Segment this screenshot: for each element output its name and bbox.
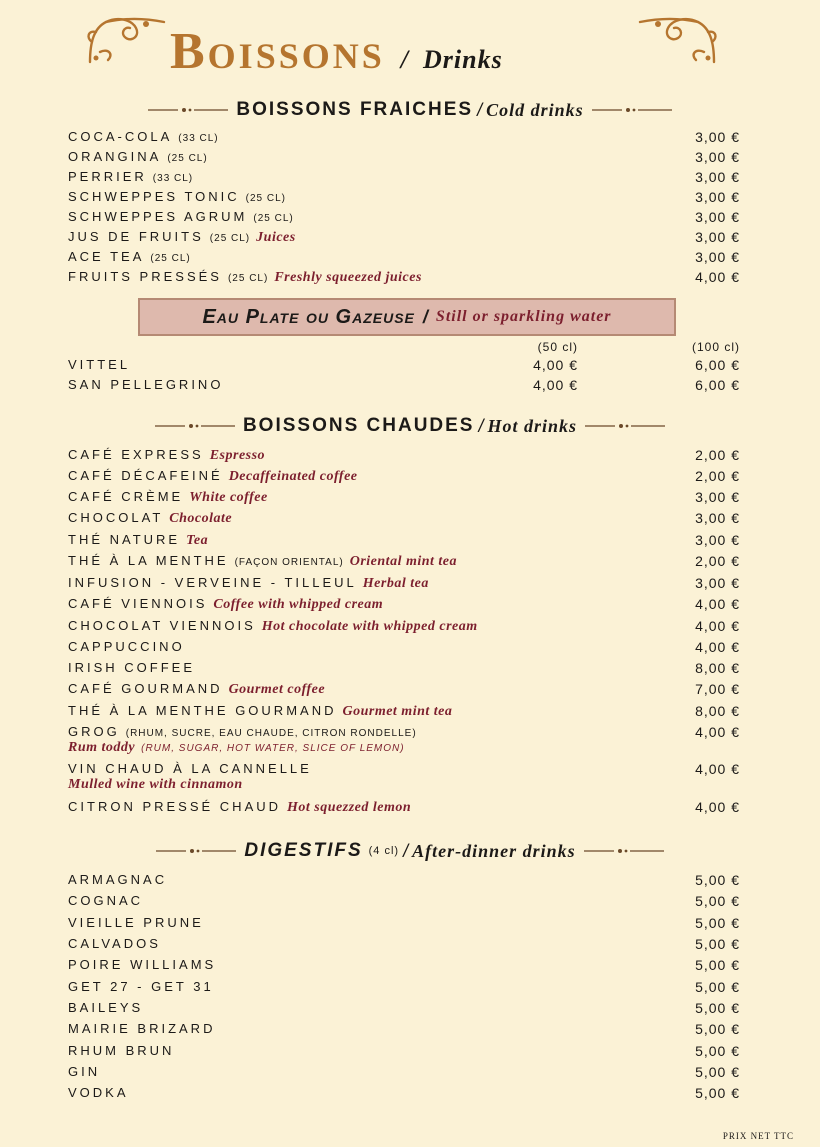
menu-item — [68, 532, 740, 552]
menu-item — [68, 1064, 740, 1084]
item-price: 5,00 € — [695, 915, 740, 931]
item-volume: (33 CL) — [178, 133, 219, 144]
item-price: 8,00 € — [695, 703, 740, 719]
item-name: VIN CHAUD À LA CANNELLE — [68, 761, 312, 776]
item-english: Coffee with whipped cream — [213, 597, 384, 612]
item-price: 5,00 € — [695, 893, 740, 909]
menu-item — [68, 596, 740, 616]
menu-item — [68, 249, 740, 269]
menu-item — [68, 893, 740, 913]
item-name: IRISH COFFEE — [68, 660, 196, 675]
item-price: 5,00 € — [695, 936, 740, 952]
item-volume: (25 CL) — [209, 233, 251, 244]
water-heading-fr: Eau Plate ou Gazeuse — [202, 305, 415, 328]
item-price: 3,00 € — [695, 532, 740, 548]
menu-item — [68, 229, 740, 249]
item-volume: (33 CL) — [152, 173, 194, 184]
menu-item — [68, 618, 740, 638]
item-name: CHOCOLAT VIENNOIS — [68, 618, 256, 633]
item-price: 5,00 € — [695, 1085, 740, 1101]
item-name: CAFÉ GOURMAND — [68, 681, 223, 696]
digestifs-heading-fr: DIGESTIFS — [244, 840, 363, 861]
item-name: RHUM BRUN — [68, 1043, 175, 1058]
section-heading-digestifs — [0, 838, 820, 864]
item-name: POIRE WILLIAMS — [68, 957, 217, 972]
flourish-right-icon — [584, 846, 664, 856]
item-price: 3,00 € — [695, 209, 740, 225]
item-volume: (25 CL) — [253, 213, 294, 224]
item-price-small: 4,00 € — [533, 357, 578, 373]
item-english: Tea — [186, 533, 209, 548]
item-english: Gourmet mint tea — [342, 704, 453, 719]
item-name: VODKA — [68, 1085, 129, 1100]
item-price: 5,00 € — [695, 979, 740, 995]
heading-separator: / — [477, 99, 483, 120]
item-volume: (RHUM, SUCRE, EAU CHAUDE, CITRON RONDELLE) — [125, 728, 417, 739]
item-name: CAPPUCCINO — [68, 639, 185, 654]
item-english: Freshly squeezed juices — [274, 270, 422, 285]
menu-item — [68, 872, 740, 892]
menu-item — [68, 936, 740, 956]
menu-item — [68, 1085, 740, 1105]
menu-item — [68, 553, 740, 573]
heading-separator: / — [478, 415, 484, 436]
item-name: SAN PELLEGRINO — [68, 377, 224, 392]
item-price: 5,00 € — [695, 1021, 740, 1037]
menu-item — [68, 189, 740, 209]
heading-separator: / — [422, 306, 428, 327]
item-name: GIN — [68, 1064, 101, 1079]
menu-item — [68, 269, 740, 289]
item-price: 3,00 € — [695, 129, 740, 145]
item-name: MAIRIE BRIZARD — [68, 1021, 216, 1036]
item-price: 4,00 € — [695, 799, 740, 815]
water-heading-en: Still or sparkling water — [435, 308, 612, 325]
flourish-left-icon — [148, 105, 228, 115]
menu-item — [68, 209, 740, 229]
item-name: COCA-COLA — [68, 129, 173, 144]
item-name: CAFÉ DÉCAFEINÉ — [68, 468, 223, 483]
item-name: CAFÉ CRÈME — [68, 489, 184, 504]
item-price: 3,00 € — [695, 489, 740, 505]
digestifs-heading-note: (4 cl) — [368, 845, 400, 857]
water-vol-large: (100 cl) — [691, 340, 740, 354]
item-english: Hot squezzed lemon — [287, 800, 412, 815]
title-separator: / — [400, 45, 409, 74]
item-price: 4,00 € — [695, 596, 740, 612]
section-heading-hot — [0, 413, 820, 439]
item-name: SCHWEPPES TONIC — [68, 189, 240, 204]
item-name: INFUSION - VERVEINE - TILLEUL — [68, 575, 357, 590]
heading-separator: / — [403, 840, 409, 861]
item-price: 4,00 € — [695, 724, 740, 740]
menu-item — [68, 468, 740, 488]
menu-item — [68, 510, 740, 530]
menu-item — [68, 129, 740, 149]
item-price: 4,00 € — [695, 761, 740, 777]
hot-heading-fr: BOISSONS CHAUDES — [242, 415, 475, 436]
menu-item — [68, 489, 740, 509]
menu-item — [68, 957, 740, 977]
item-price: 5,00 € — [695, 1043, 740, 1059]
item-name: ORANGINA — [68, 149, 162, 164]
flourish-right-icon — [592, 105, 672, 115]
item-name: JUS DE FRUITS — [68, 229, 204, 244]
item-price: 3,00 € — [695, 575, 740, 591]
item-english: Herbal tea — [362, 576, 429, 591]
item-volume: (25 CL) — [245, 193, 287, 204]
item-name: BAILEYS — [68, 1000, 144, 1015]
item-price: 5,00 € — [695, 1064, 740, 1080]
flourish-right-icon — [585, 421, 665, 431]
item-english-detail: (RUM, SUGAR, HOT WATER, SLICE OF LEMON) — [141, 743, 405, 754]
item-name: ACE TEA — [68, 249, 145, 264]
item-name: VITTEL — [68, 357, 131, 372]
item-name: CHOCOLAT — [68, 510, 164, 525]
cold-heading-fr: BOISSONS FRAICHES — [236, 99, 474, 120]
item-volume: (25 CL) — [167, 153, 208, 164]
corner-ornament-icon — [636, 12, 720, 66]
item-name: THÉ À LA MENTHE — [68, 553, 229, 568]
item-name: VIEILLE PRUNE — [68, 915, 204, 930]
item-english: White coffee — [189, 490, 268, 505]
menu-item — [68, 169, 740, 189]
flourish-left-icon — [155, 421, 235, 431]
title-french: Boissons — [170, 23, 385, 80]
item-volume: (FAÇON ORIENTAL) — [234, 557, 344, 568]
item-price: 3,00 € — [695, 249, 740, 265]
item-price: 3,00 € — [695, 169, 740, 185]
item-price: 4,00 € — [695, 618, 740, 634]
item-english: Espresso — [209, 448, 266, 463]
item-english: Chocolate — [169, 511, 233, 526]
menu-item — [68, 660, 740, 680]
menu-item — [68, 979, 740, 999]
price-footnote: PRIX NET TTC — [722, 1131, 794, 1141]
flourish-left-icon — [156, 846, 236, 856]
item-name: CITRON PRESSÉ CHAUD — [68, 799, 282, 814]
item-price: 4,00 € — [695, 639, 740, 655]
item-price: 8,00 € — [695, 660, 740, 676]
corner-ornament-icon — [84, 12, 168, 66]
hot-heading-en: Hot drinks — [487, 415, 578, 436]
menu-item — [68, 1021, 740, 1041]
item-volume: (25 CL) — [227, 273, 269, 284]
digestifs-heading-en: After-dinner drinks — [412, 840, 576, 861]
item-name: ARMAGNAC — [68, 872, 168, 887]
item-name: GROG — [68, 724, 120, 739]
item-price-small: 4,00 € — [533, 377, 578, 393]
menu-item — [68, 799, 740, 819]
menu-item — [68, 575, 740, 595]
menu-item — [68, 377, 740, 397]
menu-item — [68, 681, 740, 701]
menu-item — [68, 639, 740, 659]
menu-item — [68, 357, 740, 377]
item-price: 2,00 € — [695, 468, 740, 484]
item-price: 3,00 € — [695, 149, 740, 165]
item-english: Mulled wine with cinnamon — [68, 777, 243, 792]
page-title — [170, 22, 503, 82]
section-heading-cold — [0, 97, 820, 123]
item-price: 3,00 € — [695, 189, 740, 205]
item-name: COGNAC — [68, 893, 144, 908]
menu-item-vin-english — [68, 777, 243, 795]
menu-item — [68, 1000, 740, 1020]
section-heading-water — [138, 298, 676, 336]
item-name: FRUITS PRESSÉS — [68, 269, 222, 284]
item-english: Hot chocolate with whipped cream — [261, 619, 478, 634]
menu-item — [68, 149, 740, 169]
menu-item — [68, 703, 740, 723]
item-english: Decaffeinated coffee — [228, 469, 358, 484]
item-price: 5,00 € — [695, 872, 740, 888]
item-price: 5,00 € — [695, 1000, 740, 1016]
item-english: Rum toddy — [68, 740, 136, 755]
item-price: 7,00 € — [695, 681, 740, 697]
item-name: THÉ À LA MENTHE GOURMAND — [68, 703, 337, 718]
item-name: CALVADOS — [68, 936, 161, 951]
menu-item — [68, 915, 740, 935]
item-price: 2,00 € — [695, 553, 740, 569]
item-english: Juices — [256, 230, 296, 245]
water-vol-small: (50 cl) — [537, 340, 578, 354]
menu-item — [68, 447, 740, 467]
item-price: 3,00 € — [695, 510, 740, 526]
item-name: THÉ NATURE — [68, 532, 181, 547]
cold-heading-en: Cold drinks — [486, 99, 584, 120]
item-price-large: 6,00 € — [695, 357, 740, 373]
item-name: CAFÉ EXPRESS — [68, 447, 204, 462]
item-name: PERRIER — [68, 169, 147, 184]
title-english: Drinks — [423, 45, 503, 74]
item-english: Oriental mint tea — [349, 554, 458, 569]
item-price: 5,00 € — [695, 957, 740, 973]
item-name: GET 27 - GET 31 — [68, 979, 214, 994]
item-english: Gourmet coffee — [228, 682, 326, 697]
item-volume: (25 CL) — [150, 253, 191, 264]
item-name: CAFÉ VIENNOIS — [68, 596, 208, 611]
item-price: 4,00 € — [695, 269, 740, 285]
menu-item-grog-english — [68, 740, 405, 758]
menu-item — [68, 1043, 740, 1063]
item-price-large: 6,00 € — [695, 377, 740, 393]
item-name: SCHWEPPES AGRUM — [68, 209, 248, 224]
item-price: 3,00 € — [695, 229, 740, 245]
item-price: 2,00 € — [695, 447, 740, 463]
